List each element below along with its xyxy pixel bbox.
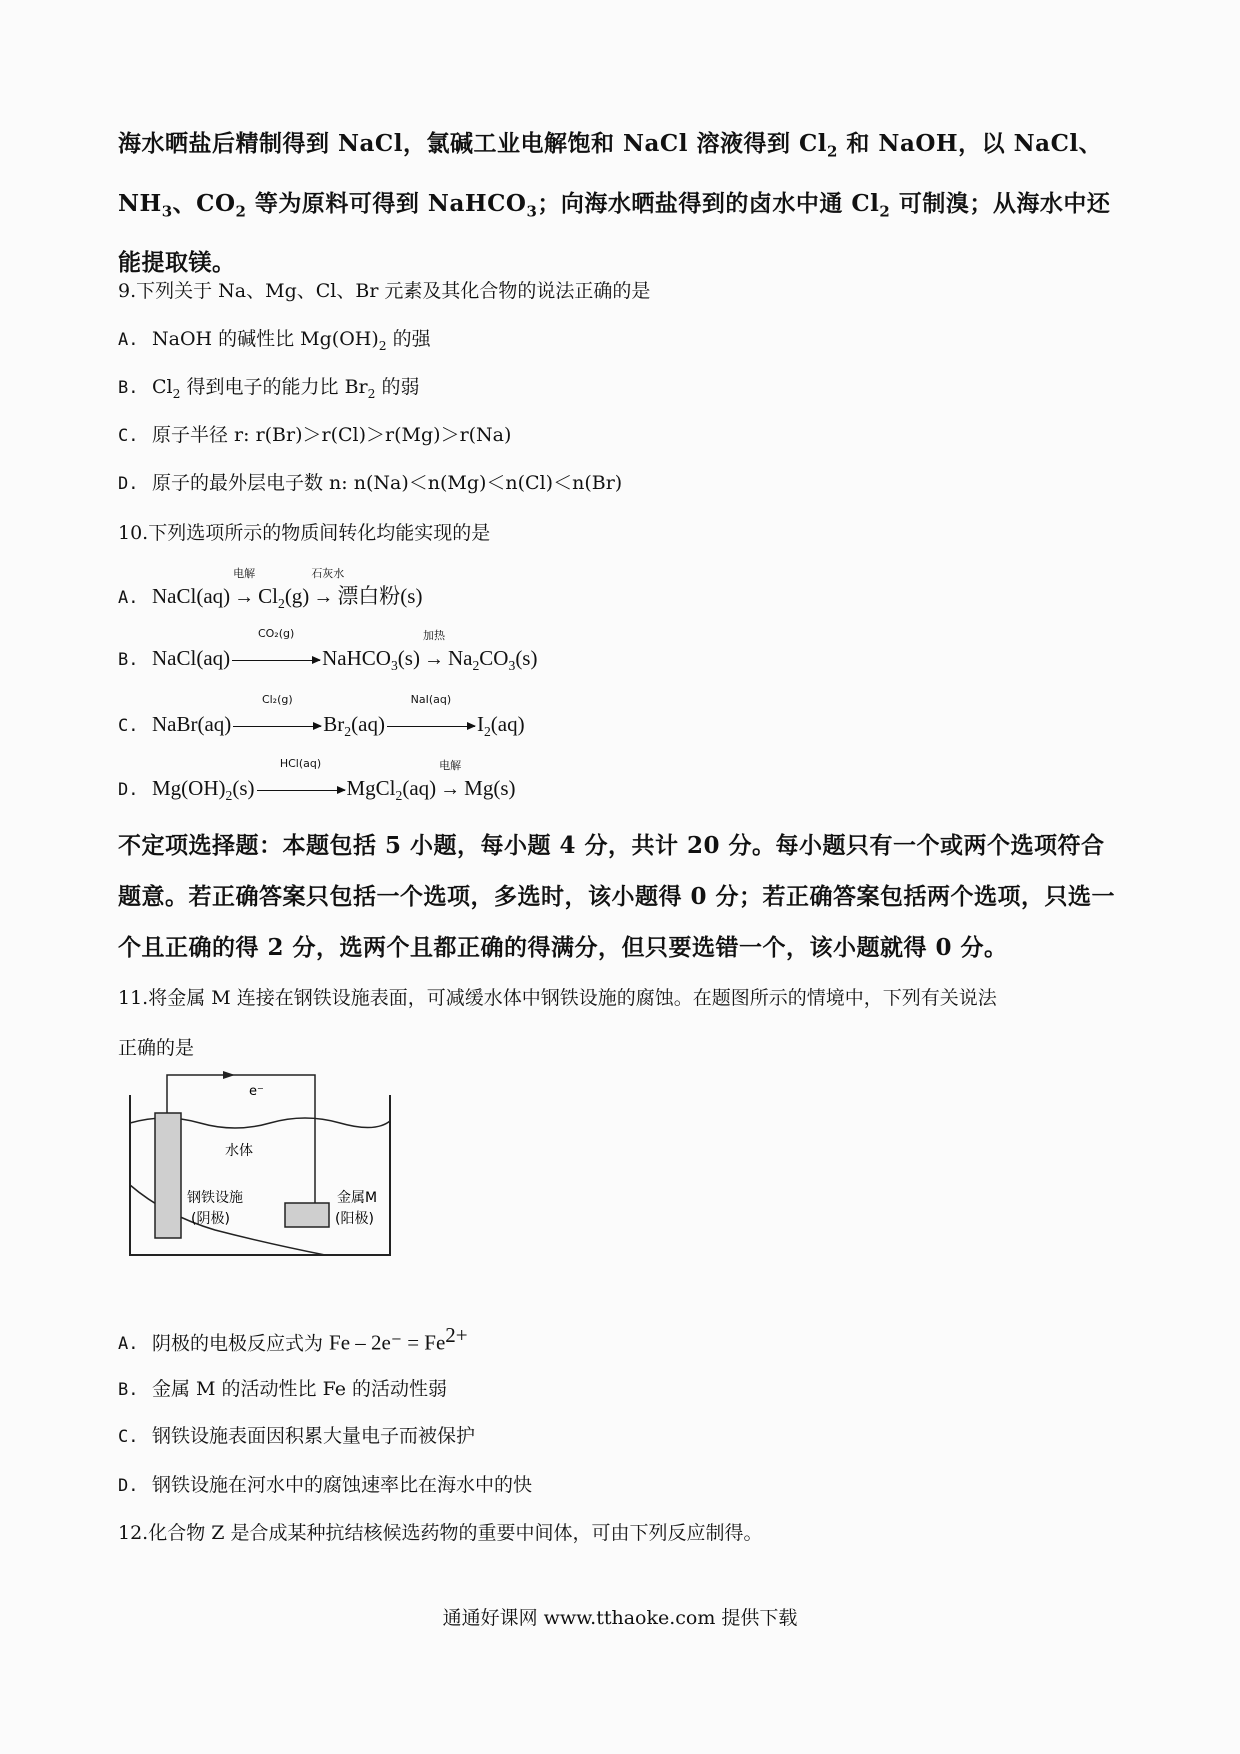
- electron-label: e⁻: [249, 1084, 264, 1099]
- q11-option-d: D. 钢铁设施在河水中的腐蚀速率比在海水中的快: [118, 1474, 533, 1496]
- reaction-arrow: NaI(aq): [387, 712, 475, 737]
- reaction-arrow: 石灰水 →: [311, 567, 345, 608]
- q10-option-b: B. NaCl(aq) CO₂(g) NaHCO$_3$(s) 加热 → $Na_2CO_3(s)$: [118, 627, 538, 674]
- steel-label: 钢铁设施: [187, 1190, 243, 1206]
- q9-option-d: D. 原子的最外层电子数 n: n(Na)＜n(Mg)＜n(Cl)＜n(Br): [118, 472, 623, 494]
- metal-m-label: 金属M: [337, 1190, 378, 1206]
- reaction-arrow: 电解 →: [233, 567, 256, 608]
- q9-stem: 9.下列关于 Na、Mg、Cl、Br 元素及其化合物的说法正确的是: [118, 280, 651, 302]
- q9-option-a: A. NaOH 的碱性比 $Mg(OH)_2$ 的强: [118, 328, 431, 353]
- metal-m-block: [285, 1203, 329, 1227]
- q10-option-d: D. $Mg(OH)_2(s)$ HCl(aq) MgCl$_2$(aq) 电解 → Mg(s): [118, 757, 516, 804]
- q11-option-c: C. 钢铁设施表面因积累大量电子而被保护: [118, 1425, 476, 1447]
- q11-option-b: B. 金属 M 的活动性比 Fe 的活动性弱: [118, 1378, 448, 1400]
- q12-stem: 12.化合物 Z 是合成某种抗结核候选药物的重要中间体，可由下列反应制得。: [118, 1522, 763, 1544]
- q10-option-c: C. NaBr(aq) Cl₂(g) $Br_2(aq)$ NaI(aq) $I_2(aq)$: [118, 693, 525, 740]
- reaction-arrow: HCl(aq): [257, 776, 345, 801]
- steel-facility: [155, 1113, 181, 1238]
- wire: [167, 1075, 315, 1203]
- q10-stem: 10.下列选项所示的物质间转化均能实现的是: [118, 522, 491, 544]
- q11-stem-line1: 11.将金属 M 连接在钢铁设施表面，可减缓水体中钢铁设施的腐蚀。在题图所示的情境中，下列有关说法: [118, 987, 997, 1009]
- page-footer: 通通好课网 www.tthaoke.com 提供下载: [442, 1607, 798, 1629]
- q11-option-a: A. 阴极的电极反应式为 $Fe - 2e^- = Fe^{2+}$: [118, 1323, 468, 1355]
- electron-arrow: [223, 1071, 235, 1079]
- water-label: 水体: [225, 1143, 253, 1159]
- corrosion-protection-diagram: [125, 1065, 405, 1270]
- reaction-arrow: Cl₂(g): [233, 712, 321, 737]
- q11-stem-line2: 正确的是: [118, 1037, 195, 1059]
- steel-cathode-label: (阴极): [191, 1211, 230, 1227]
- q9-option-c: C. 原子半径 r: r(Br)＞r(Cl)＞r(Mg)＞r(Na): [118, 424, 512, 446]
- intro-paragraph: 海水晒盐后精制得到 NaCl，氯碱工业电解饱和 NaCl 溶液得到 $Cl_2$ 和 NaOH，以 NaCl、$NH_3$、$CO_2$ 等为原料可得到 NaHCO$_3$；向海水晒盐得到的卤水中通 $Cl_2$ 可制溴；从海水中还能提取镁。: [118, 130, 1111, 277]
- q10-option-a: A. NaCl(aq) 电解 → $Cl_2(g)$ 石灰水 → 漂白粉(s): [118, 567, 423, 612]
- section-instructions: 不定项选择题：本题包括 5 小题，每小题 4 分，共计 20 分。每小题只有一个或两个选项符合题意。若正确答案只包括一个选项，多选时，该小题得 0 分；若正确答案包括两个选项，只选一个且正确的得 2 分，选两个且都正确的得满分，但只要选错一个，该小题就得 0 分。: [118, 832, 1116, 961]
- reaction-arrow: 电解 →: [439, 759, 462, 800]
- q9-option-b: B. $Cl_2$ 得到电子的能力比 $Br_2$ 的弱: [118, 376, 420, 401]
- reaction-arrow: CO₂(g): [232, 646, 320, 671]
- metal-m-anode-label: (阳极): [335, 1211, 374, 1227]
- reaction-arrow: 加热 →: [422, 629, 445, 670]
